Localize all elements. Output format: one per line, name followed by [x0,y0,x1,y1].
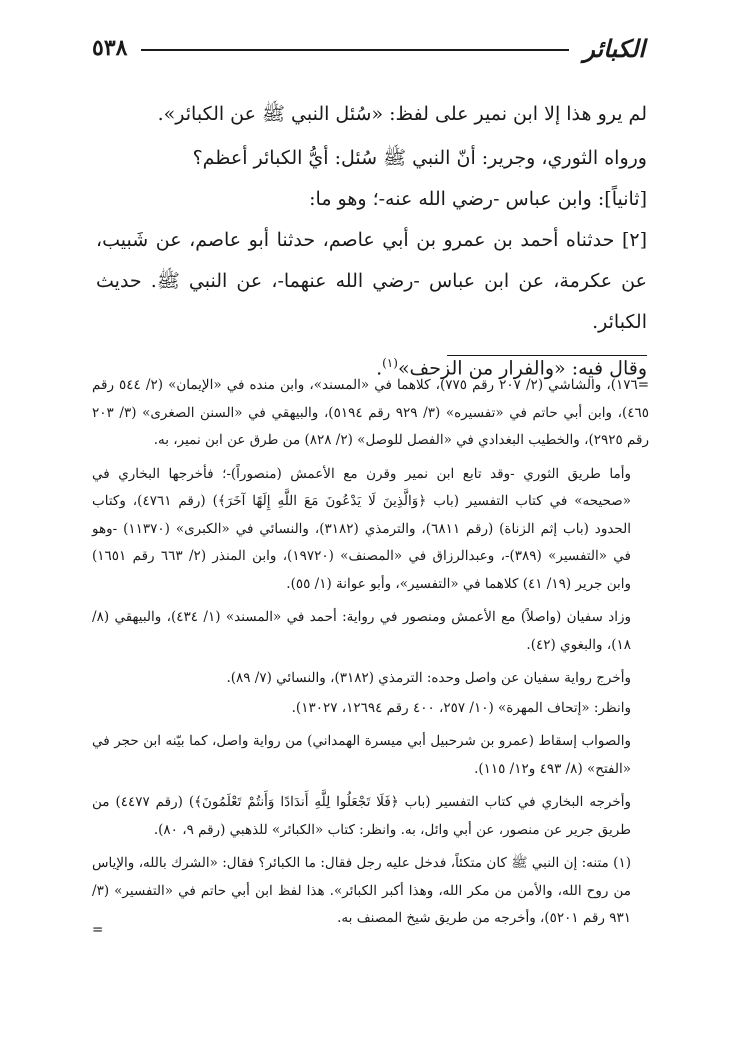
footnote-1: (١) متنه: إن النبي ﷺ كان متكئاً، فدخل عليه رجل فقال: ما الكبائر؟ فقال: «الشرك بالله، والإياس من روح الله، والأمن من مكر الله، وهذا أكبر الكبائر». هذا لفظ ابن أبي حاتم في «التفسير» (٣/ ٩٣١ رقم ٥٢٠١)، وأخرجه من طريق شيخ المصنف به. [92,855,631,926]
footnote-paragraph: وأخرج رواية سفيان عن واصل وحده: الترمذي (٣١٨٢)، والنسائي (٧/ ٨٩). [226,670,631,686]
main-paragraph: [ثانياً]: وابن عباس -رضي الله عنه-؛ وهو ما: [309,188,647,210]
footnote-paragraph: وأخرجه البخاري في كتاب التفسير (باب ﴿فَلَا تَجْعَلُوا لِلَّهِ أَندَادًا وَأَنتُمْ تَعْلَمُونَ﴾) (رقم ٤٤٧٧) من طريق جرير عن منصور، عن أبي وائل، به. وانظر: كتاب «الكبائر» للذهبي (رقم ٩، ٨٠). [92,794,631,838]
footnotes [92,372,649,944]
main-paragraph: وقال فيه: «والفرار من الزحف» [397,357,647,380]
page-header [92,28,645,68]
running-title: الكبائر [583,33,645,63]
footnote-separator [447,355,647,356]
page-number: ٥٣٨ [92,35,128,61]
footnote-paragraph: والصواب إسقاط (عمرو بن شرحبيل أبي ميسرة الهمداني) من رواية واصل، كما بيّنه ابن حجر في «الفتح» (٨/ ٤٩٣ و١٢/ ١١٥). [92,733,631,777]
footnote-paragraph: =١٧٦)، والشاشي (٢/ ٢٠٧ رقم ٧٧٥)، كلاهما في «المسند»، وابن منده في «الإيمان» (٢/ ٥٤٤ رقم ٤٦٥)، وابن أبي حاتم في «تفسيره» (٣/ ٩٢٩ رقم ٥١٩٤)، والبيهقي في «السنن الصغرى» (٣/ ٢٠٣ رقم ٢٩٢٥)، والخطيب البغدادي في «الفصل للوصل» (٢/ ٨٢٨) من طرق عن ابن نمير، به. [92,377,650,448]
continuation-mark: = [92,921,104,938]
footnote-paragraph: وانظر: «إتحاف المهرة» (١٠/ ٢٥٧، ٤٠٠ رقم ١٢٦٩٤، ١٣٠٢٧). [291,699,631,716]
footnote-paragraph: وزاد سفيان (واصلاً) مع الأعمش ومنصور في رواية: أحمد في «المسند» (١/ ٤٣٤)، والبيهقي (٨/ ١٨)، والبغوي (٤٢). [92,609,632,653]
footnote-paragraph: وأما طريق الثوري -وقد تابع ابن نمير وقرن مع الأعمش (منصوراً)-؛ فأخرجها البخاري في «صحيحه» في كتاب التفسير (باب ﴿وَالَّذِينَ لَا يَدْعُونَ مَعَ اللَّهِ إِلَهًا آخَرَ﴾) (رقم ٤٧٦١)، وكتاب الحدود (باب إثم الزناة) (رقم ٦٨١١)، والترمذي (٣١٨٢)، والنسائي في «الكبرى» (١١٣٧٠) -وهو في «التفسير» (٣٨٩)-، وعبدالرزاق في «المصنف» (١٩٧٢٠)، وابن المنذر (٢/ ٦٦٣ رقم ١٦٥١) وابن جرير (١٩/ ٤١) كلاهما في «التفسير»، وأبو عوانة (١/ ٥٥). [92,465,632,592]
main-paragraph: لم يرو هذا إلا ابن نمير على لفظ: «سُئل النبي ﷺ عن الكبائر». [157,103,647,125]
main-paragraph: [٢] حدثناه أحمد بن عمرو بن أبي عاصم، حدثنا أبو عاصم، عن شَبيب، عن عكرمة، عن ابن عباس -رضي الله عنهما-، عن النبي ﷺ. حديث الكبائر. [96,229,647,333]
main-paragraph: ورواه الثوري، وجرير: أنّ النبي ﷺ سُئل: أيُّ الكبائر أعظم؟ [192,147,647,169]
header-rule [141,49,569,51]
footnote-ref: (١) [382,356,398,370]
main-text [96,96,647,389]
main-paragraph-with-footnote: وقال فيه: «والفرار من الزحف»$^{(١)}$. [376,356,647,380]
